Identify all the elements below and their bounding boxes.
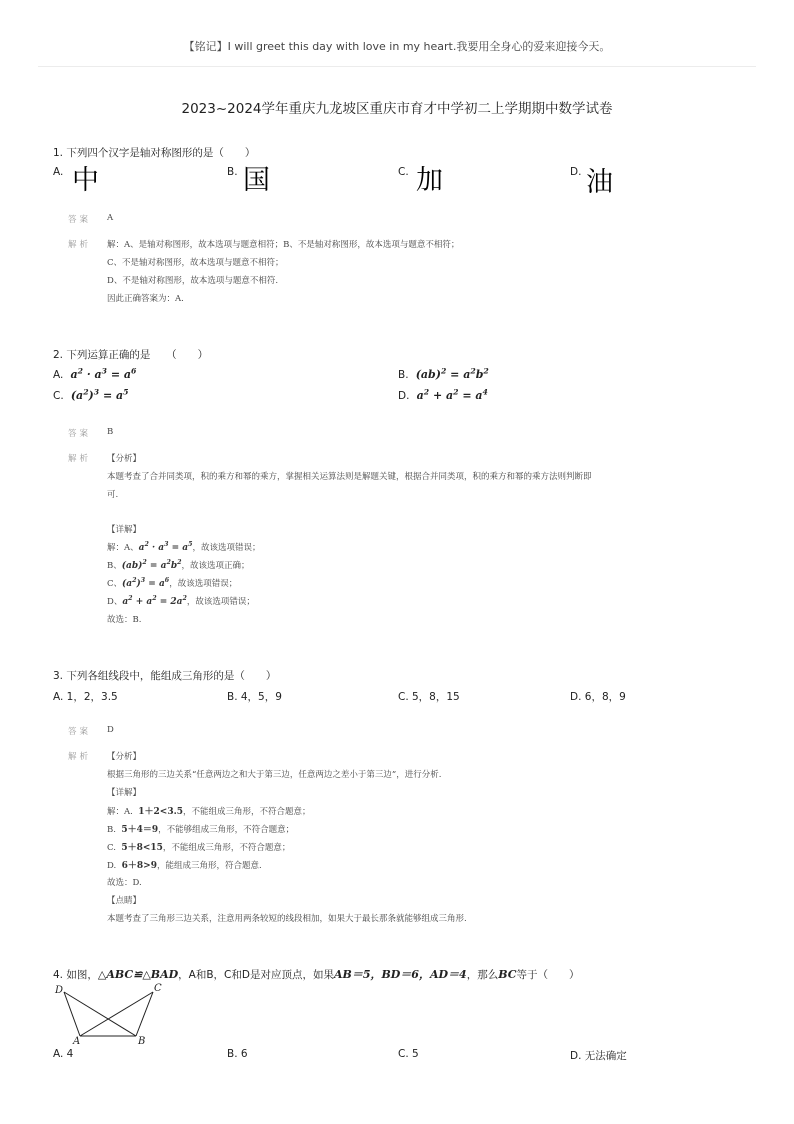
q1-option-c-char: 加 (416, 165, 443, 196)
q2-detail-line: 解：A、$a^2 \cdot a^3 = a^5$，故该选项错误； (107, 541, 261, 553)
q2-detail-head: 【详解】 (107, 525, 142, 535)
q2-option-a-math: $a^2 \cdot a^3 = a^6$ (66, 366, 137, 381)
q2-detail-line: B、$(ab)^2 = a^2b^2$，故该选项正确； (107, 559, 250, 571)
q3-answer-label: 答案 (68, 727, 92, 737)
q4-figure-lines (64, 992, 153, 1036)
q1-option-d-letter: D. (570, 166, 582, 178)
q3-detail-head: 【详解】 (107, 788, 142, 798)
q3-option-c: C. 5，8，15 (398, 691, 460, 703)
q3-detail-line: D. 6＋8>9，能组成三角形，符合题意. (107, 861, 262, 871)
q1-option-a-char: 中 (72, 165, 99, 196)
q3-point-head: 【点睛】 (107, 896, 142, 906)
q1-option-c-letter: C. (398, 166, 409, 178)
segment-da (64, 992, 80, 1036)
q2-answer-label: 答案 (68, 429, 92, 439)
q2-option-c-math: $(a^2)^3 = a^5$ (67, 387, 129, 402)
q2-detail-line: C、$(a^2)^3 = a^6$，故该选项错误； (107, 577, 238, 589)
q1-option-b-letter: B. (227, 166, 238, 178)
q2-option-a (53, 368, 136, 381)
q2-detail-line: D、$a^2 + a^2 = 2a^2$，故该选项错误； (107, 595, 255, 607)
q2-stem: 2. 下列运算正确的是 （ ） (53, 349, 209, 361)
q4-option-d: D. 无法确定 (570, 1050, 627, 1062)
q1-answer-label: 答案 (68, 215, 92, 225)
q1-solution-line: D、不是轴对称图形，故本选项与题意不相符. (107, 276, 279, 286)
q3-option-b: B. 4，5，9 (227, 691, 282, 703)
q2-option-d-letter: D. (398, 390, 410, 402)
q4-triangle-figure (52, 980, 172, 1046)
q1-solution-line: C、不是轴对称图形，故本选项与题意不相符； (107, 258, 284, 268)
q2-conclusion: 故选：B. (107, 615, 142, 625)
label-c: C (154, 983, 162, 994)
q1-solution-line: 因此正确答案为：A. (107, 294, 184, 304)
q3-detail-line: B. 5＋4＝9，不能够组成三角形，不符合题意； (107, 825, 295, 835)
q3-stem: 3. 下列各组线段中，能组成三角形的是（ ） (53, 670, 277, 682)
q4-option-a: A. 4 (53, 1048, 74, 1060)
q2-analysis-text: 可. (107, 490, 119, 500)
q1-stem: 1. 下列四个汉字是轴对称图形的是（ ） (53, 147, 256, 159)
q2-option-d-math: $a^2 + a^2 = a^4$ (412, 387, 488, 402)
q2-option-b-letter: B. (398, 369, 409, 381)
q3-option-d: D. 6，8，9 (570, 691, 626, 703)
q2-answer: B (107, 427, 114, 437)
q4-given: AB＝5，BD＝6，AD＝4 (333, 968, 467, 981)
q1-option-b-char: 国 (243, 165, 270, 196)
q3-analysis-head: 【分析】 (107, 752, 142, 762)
q3-answer: D (107, 725, 114, 735)
segment-bc (136, 992, 153, 1036)
q1-option-d-char: 油 (586, 167, 613, 198)
q3-detail-line: C. 5＋8<15，不能组成三角形，不符合题意； (107, 843, 291, 853)
q2-analysis-text: 本题考查了合并同类项，积的乘方和幂的乘方，掌握相关运算法则是解题关键，根据合并同类项，积的乘方和幂的乘方法则判断即 (107, 472, 592, 482)
q1-answer: A (107, 213, 114, 223)
label-a: A (73, 1036, 81, 1046)
q3-point-text: 本题考查了三角形三边关系，注意用两条较短的线段相加，如果大于最长那条就能够组成三角形. (107, 914, 467, 924)
q2-analysis-head: 【分析】 (107, 454, 142, 464)
q2-option-c (53, 389, 129, 402)
q2-option-a-letter: A. (53, 369, 64, 381)
q4-stem: 4. 如图，△ABC≌△BAD，A和B，C和D是对应顶点，如果AB＝5，BD＝6，AD＝4，那么BC等于（ ） (53, 968, 580, 981)
q4-target: BC (498, 968, 517, 981)
divider (38, 66, 756, 67)
q3-option-a: A. 1，2，3.5 (53, 691, 118, 703)
segment-db (64, 992, 136, 1036)
segment-ac (80, 992, 153, 1036)
q4-congruence: △ABC≌△BAD (97, 968, 179, 981)
q2-option-b (398, 368, 489, 381)
motto: 【铭记】I will greet this day with love in my heart.我要用全身心的爱来迎接今天。 (183, 40, 611, 53)
q3-conclusion: 故选：D. (107, 878, 142, 888)
q4-option-b: B. 6 (227, 1048, 248, 1060)
q3-detail-line: 解：A. 1＋2<3.5，不能组成三角形，不符合题意； (107, 807, 311, 817)
label-d: D (55, 985, 64, 996)
q3-analysis-text: 根据三角形的三边关系“任意两边之和大于第三边，任意两边之差小于第三边”，进行分析. (107, 770, 442, 780)
q1-analysis-label: 解析 (68, 240, 92, 250)
q2-option-b-math: $(ab)^2 = a^2b^2$ (411, 366, 489, 381)
q2-option-d (398, 389, 488, 402)
label-b: B (138, 1036, 146, 1046)
q2-analysis-label: 解析 (68, 454, 92, 464)
q4-option-c: C. 5 (398, 1048, 419, 1060)
q3-analysis-label: 解析 (68, 752, 92, 762)
q1-solution-line: 解：A、是轴对称图形，故本选项与题意相符；B、不是轴对称图形，故本选项与题意不相符； (107, 240, 460, 250)
q1-option-a-letter: A. (53, 166, 64, 178)
page-title: 2023~2024学年重庆九龙坡区重庆市育才中学初二上学期期中数学试卷 (181, 101, 613, 117)
q2-option-c-letter: C. (53, 390, 64, 402)
